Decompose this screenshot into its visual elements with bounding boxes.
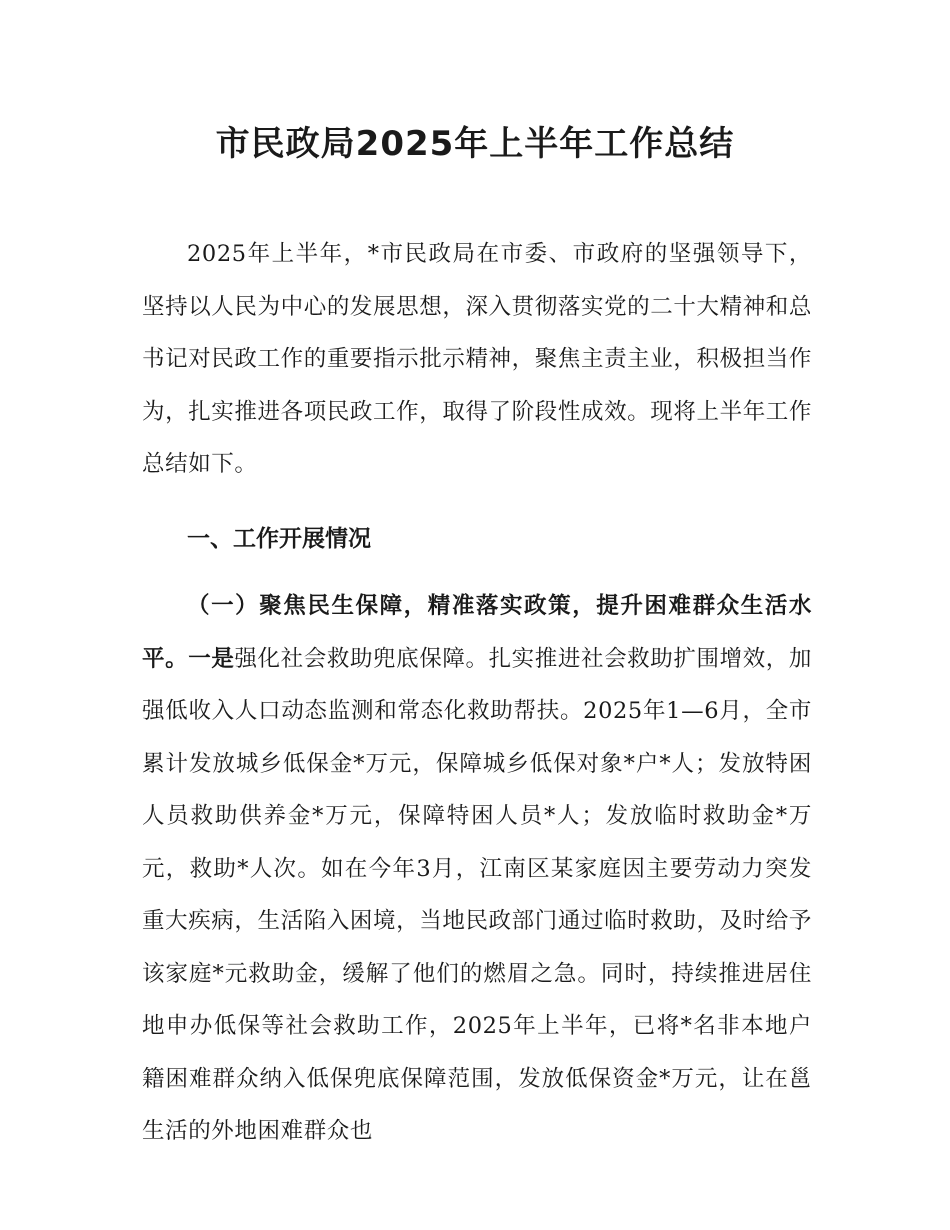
subsection-paragraph <box>142 580 812 1158</box>
subsection-lead: 一是 <box>188 645 235 672</box>
document-title: 市民政局2025年上半年工作总结 <box>215 124 735 164</box>
intro-paragraph: 2025年上半年，*市民政局在市委、市政府的坚强领导下，坚持以人民为中心的发展思想，深入贯彻落实党的二十大精神和总书记对民政工作的重要指示批示精神，聚焦主责主业，积极担当作为，扎实推进各项民政工作，取得了阶段性成效。现将上半年工作总结如下。 <box>142 241 812 477</box>
subsection-heading: （一）聚焦民生保障，精准落实政策，提升困难群众生活水平。 <box>142 593 812 672</box>
subsection-body: 强化社会救助兜底保障。扎实推进社会救助扩围增效，加强低收入人口动态监测和常态化救助帮扶。2025年1—6月，全市累计发放城乡低保金*万元，保障城乡低保对象*户*人；发放特困人员救助供养金*万元，保障特困人员*人；发放临时救助金*万元，救助*人次。如在今年3月，江南区某家庭因主要劳动力突发重大疾病，生活陷入困境，当地民政部门通过临时救助，及时给予该家庭*元救助金，缓解了他们的燃眉之急。同时，持续推进居住地申办低保等社会救助工作，2025年上半年，已将*名非本地户籍困难群众纳入低保兜底保障范围，发放低保资金*万元，让在邕生活的外地困难群众也 <box>142 645 813 1144</box>
section-heading: 一、工作开展情况 <box>187 526 371 552</box>
